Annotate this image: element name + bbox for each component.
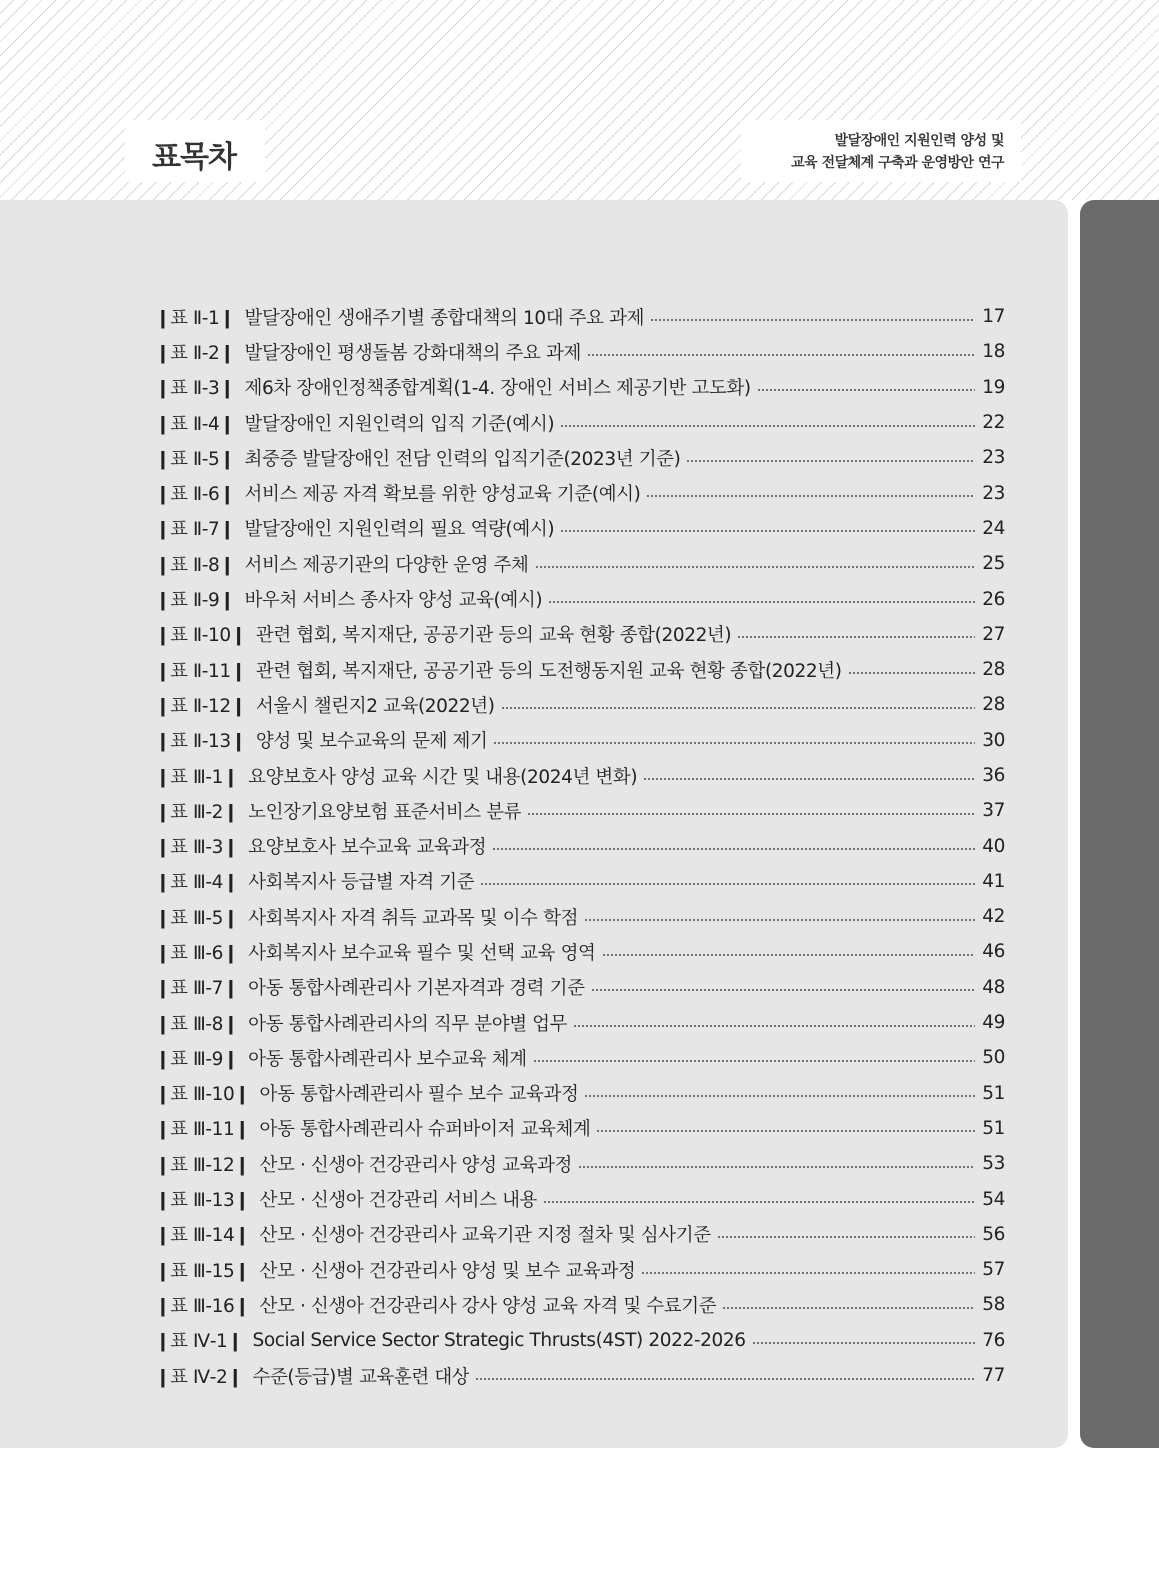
toc-entry[interactable]	[155, 475, 1005, 510]
toc-entry-page: 26	[982, 588, 1005, 610]
toc-entry-label: ❙표 Ⅱ-12❙	[155, 695, 246, 717]
toc-entry[interactable]	[155, 1076, 1005, 1111]
toc-entry-label: ❙표 Ⅱ-10❙	[155, 625, 246, 647]
dot-leader	[533, 1059, 975, 1063]
toc-entry-page: 53	[982, 1153, 1005, 1175]
toc-entry-title: 수준(등급)별 교육훈련 대상	[252, 1366, 470, 1388]
toc-entry-title: 발달장애인 지원인력의 필요 역량(예시)	[244, 519, 555, 541]
chapter-side-tab	[1080, 200, 1159, 1448]
toc-entry[interactable]	[155, 581, 1005, 616]
toc-entry-label: ❙표 Ⅱ-5❙	[155, 448, 235, 470]
toc-entry[interactable]	[155, 370, 1005, 405]
toc-entry-label: ❙표 Ⅲ-13❙	[155, 1190, 250, 1212]
toc-entry-label: ❙표 Ⅲ-16❙	[155, 1295, 250, 1317]
toc-entry[interactable]	[155, 1181, 1005, 1216]
dot-leader	[584, 1094, 975, 1098]
toc-entry-page: 76	[982, 1329, 1005, 1351]
dot-leader	[548, 600, 975, 604]
toc-entry[interactable]	[155, 793, 1005, 828]
toc-entry-title: 사회복지사 등급별 자격 기준	[248, 872, 475, 894]
toc-entry[interactable]	[155, 758, 1005, 793]
dot-leader	[641, 1271, 975, 1275]
dot-leader	[650, 318, 975, 322]
toc-entry[interactable]	[155, 864, 1005, 899]
toc-entry-label: ❙표 Ⅲ-12❙	[155, 1154, 250, 1176]
dot-leader	[602, 953, 975, 957]
toc-entry-title: 서비스 제공 자격 확보를 위한 양성교육 기준(예시)	[244, 484, 641, 506]
toc-entry-title: 아동 통합사례관리사의 직무 분야별 업무	[248, 1013, 568, 1035]
toc-entry-title: 아동 통합사례관리사 필수 보수 교육과정	[259, 1084, 579, 1106]
dot-leader	[596, 1129, 975, 1133]
toc-entry-title: 산모 · 신생아 건강관리사 강사 양성 교육 자격 및 수료기준	[259, 1295, 717, 1317]
toc-entry-label: ❙표 Ⅱ-9❙	[155, 590, 235, 612]
toc-entry[interactable]	[155, 511, 1005, 546]
toc-entry-title: 산모 · 신생아 건강관리사 교육기관 지정 절차 및 심사기준	[259, 1225, 711, 1247]
toc-entry[interactable]	[155, 1252, 1005, 1287]
dot-leader	[578, 1165, 975, 1169]
toc-entry-label: ❙표 Ⅱ-2❙	[155, 342, 235, 364]
toc-entry[interactable]	[155, 617, 1005, 652]
dot-leader	[848, 671, 975, 675]
toc-entry-page: 23	[982, 482, 1005, 504]
document-subtitle	[791, 130, 1004, 174]
toc-entry-label: ❙표 Ⅲ-8❙	[155, 1013, 239, 1035]
toc-entry-label: ❙표 Ⅲ-9❙	[155, 1048, 239, 1070]
toc-entry-label: ❙표 Ⅱ-1❙	[155, 307, 235, 329]
toc-entry-label: ❙표 Ⅲ-1❙	[155, 766, 239, 788]
dot-leader	[686, 459, 975, 463]
toc-entry[interactable]	[155, 546, 1005, 581]
toc-entry-title: 발달장애인 지원인력의 입직 기준(예시)	[244, 413, 555, 435]
toc-entry[interactable]	[155, 1005, 1005, 1040]
toc-entry-page: 37	[982, 800, 1005, 822]
toc-entry-label: ❙표 Ⅲ-15❙	[155, 1260, 250, 1282]
toc-entry-page: 24	[982, 517, 1005, 539]
toc-entry[interactable]	[155, 1217, 1005, 1252]
toc-entry-title: 양성 및 보수교육의 문제 제기	[255, 731, 488, 753]
toc-entry-label: ❙표 Ⅱ-3❙	[155, 378, 235, 400]
toc-entry-page: 54	[982, 1188, 1005, 1210]
dot-leader	[722, 1306, 975, 1310]
toc-entry-label: ❙표 Ⅲ-2❙	[155, 801, 239, 823]
toc-entry-label: ❙표 Ⅲ-14❙	[155, 1225, 250, 1247]
dot-leader	[591, 988, 975, 992]
toc-entry-title: 요양보호사 양성 교육 시간 및 내용(2024년 변화)	[248, 766, 638, 788]
toc-entry-title: 사회복지사 자격 취득 교과목 및 이수 학점	[248, 907, 579, 929]
toc-entry-title: Social Service Sector Strategic Thrusts(4ST) 2022-2026	[252, 1329, 746, 1351]
toc-entry-page: 58	[982, 1294, 1005, 1316]
toc-entry-page: 46	[982, 941, 1005, 963]
toc-entry-title: 제6차 장애인정책종합계획(1-4. 장애인 서비스 제공기반 고도화)	[244, 378, 751, 400]
toc-entry-title: 아동 통합사례관리사 보수교육 체계	[248, 1048, 527, 1070]
toc-entry-page: 48	[982, 976, 1005, 998]
toc-entry-page: 22	[982, 412, 1005, 434]
toc-entry-title: 산모 · 신생아 건강관리 서비스 내용	[259, 1190, 538, 1212]
toc-entry-page: 18	[982, 341, 1005, 363]
toc-entry-page: 23	[982, 447, 1005, 469]
dot-leader	[560, 529, 975, 533]
toc-entry-page: 49	[982, 1012, 1005, 1034]
toc-entry-label: ❙표 Ⅲ-3❙	[155, 837, 239, 859]
toc-entry[interactable]	[155, 687, 1005, 722]
document-subtitle-line-2: 교육 전달체계 구축과 운영방안 연구	[791, 155, 1004, 171]
toc-entry[interactable]	[155, 440, 1005, 475]
toc-entry-label: ❙표 Ⅲ-4❙	[155, 872, 239, 894]
dot-leader	[480, 882, 975, 886]
toc-entry-title: 아동 통합사례관리사 기본자격과 경력 기준	[248, 978, 585, 1000]
toc-entry-title: 바우처 서비스 종사자 양성 교육(예시)	[244, 590, 543, 612]
toc-entry-title: 발달장애인 평생돌봄 강화대책의 주요 과제	[244, 342, 581, 364]
dot-leader	[475, 1377, 975, 1381]
toc-entry[interactable]	[155, 652, 1005, 687]
toc-entry-page: 50	[982, 1047, 1005, 1069]
toc-entry-page: 28	[982, 659, 1005, 681]
toc-entry-title: 산모 · 신생아 건강관리사 양성 교육과정	[259, 1154, 572, 1176]
toc-entry-page: 41	[982, 870, 1005, 892]
toc-entry-page: 36	[982, 765, 1005, 786]
toc-entry[interactable]	[155, 970, 1005, 1005]
dot-leader	[527, 812, 975, 816]
toc-entry-title: 노인장기요양보험 표준서비스 분류	[248, 801, 522, 823]
toc-entry-page: 25	[982, 553, 1005, 575]
dot-leader	[493, 741, 975, 745]
document-subtitle-line-1: 발달장애인 지원인력 양성 및	[834, 133, 1004, 149]
toc-entry-page: 77	[982, 1365, 1005, 1387]
table-list	[155, 299, 1005, 1393]
dot-leader	[535, 565, 975, 569]
toc-entry[interactable]	[155, 1111, 1005, 1146]
toc-entry[interactable]	[155, 1146, 1005, 1181]
toc-entry-label: ❙표 Ⅱ-11❙	[155, 660, 246, 682]
toc-entry-page: 30	[982, 729, 1005, 751]
toc-entry-page: 51	[982, 1082, 1005, 1104]
toc-entry[interactable]	[155, 1287, 1005, 1322]
toc-entry-label: ❙표 Ⅱ-8❙	[155, 554, 235, 576]
toc-entry-label: ❙표 Ⅲ-6❙	[155, 942, 239, 964]
page-title: 표목차	[152, 140, 236, 175]
dot-leader	[757, 388, 975, 392]
toc-entry[interactable]	[155, 405, 1005, 440]
toc-entry-label: ❙표 Ⅲ-5❙	[155, 907, 239, 929]
toc-entry[interactable]	[155, 1323, 1005, 1358]
toc-entry-title: 최중증 발달장애인 전담 인력의 입직기준(2023년 기준)	[244, 448, 681, 470]
toc-entry-label: ❙표 Ⅱ-6❙	[155, 484, 235, 506]
dot-leader	[543, 1200, 975, 1204]
toc-entry-title: 서비스 제공기관의 다양한 운영 주체	[244, 554, 529, 576]
toc-entry-title: 발달장애인 생애주기별 종합대책의 10대 주요 과제	[244, 307, 645, 329]
dot-leader	[646, 494, 975, 498]
toc-entry-label: ❙표 Ⅱ-7❙	[155, 519, 235, 541]
toc-entry-label: ❙표 Ⅱ-13❙	[155, 731, 246, 753]
toc-entry[interactable]	[155, 299, 1005, 334]
dot-leader	[501, 706, 975, 710]
toc-entry-title: 관련 협회, 복지재단, 공공기관 등의 교육 현황 종합(2022년)	[255, 625, 732, 647]
toc-entry-label: ❙표 Ⅳ-2❙	[155, 1366, 243, 1388]
toc-entry-page: 56	[982, 1223, 1005, 1245]
toc-entry-title: 아동 통합사례관리사 슈퍼바이저 교육체계	[259, 1119, 591, 1141]
toc-entry[interactable]	[155, 899, 1005, 934]
toc-entry-title: 서울시 챌린지2 교육(2022년)	[255, 695, 495, 717]
dot-leader	[584, 918, 975, 922]
toc-entry-label: ❙표 Ⅲ-7❙	[155, 978, 239, 1000]
toc-entry-label: ❙표 Ⅱ-4❙	[155, 413, 235, 435]
toc-entry-page: 28	[982, 694, 1005, 716]
toc-entry-page: 27	[982, 623, 1005, 645]
toc-entry-title: 관련 협회, 복지재단, 공공기관 등의 도전행동지원 교육 현황 종합(2022년)	[255, 660, 842, 682]
dot-leader	[492, 847, 975, 851]
toc-entry-label: ❙표 Ⅳ-1❙	[155, 1331, 243, 1353]
toc-entry-page: 17	[982, 306, 1005, 328]
toc-entry[interactable]	[155, 934, 1005, 969]
toc-entry-title: 사회복지사 보수교육 필수 및 선택 교육 영역	[248, 942, 596, 964]
toc-entry[interactable]	[155, 1358, 1005, 1393]
toc-entry[interactable]	[155, 1040, 1005, 1075]
dot-leader	[737, 635, 975, 639]
toc-entry[interactable]	[155, 723, 1005, 758]
toc-entry-page: 19	[982, 376, 1005, 398]
dot-leader	[587, 353, 975, 357]
dot-leader	[717, 1235, 975, 1239]
toc-entry-title: 요양보호사 보수교육 교육과정	[248, 837, 487, 859]
toc-entry-label: ❙표 Ⅲ-10❙	[155, 1084, 250, 1106]
toc-entry[interactable]	[155, 828, 1005, 863]
toc-entry-title: 산모 · 신생아 건강관리사 양성 및 보수 교육과정	[259, 1260, 636, 1282]
toc-entry-page: 42	[982, 906, 1005, 928]
dot-leader	[643, 777, 975, 781]
toc-entry-label: ❙표 Ⅲ-11❙	[155, 1119, 250, 1141]
toc-entry[interactable]	[155, 334, 1005, 369]
dot-leader	[573, 1024, 975, 1028]
toc-entry-page: 40	[982, 835, 1005, 857]
dot-leader	[752, 1341, 975, 1345]
dot-leader	[560, 424, 975, 428]
toc-entry-page: 51	[982, 1117, 1005, 1139]
toc-entry-page: 57	[982, 1259, 1005, 1281]
